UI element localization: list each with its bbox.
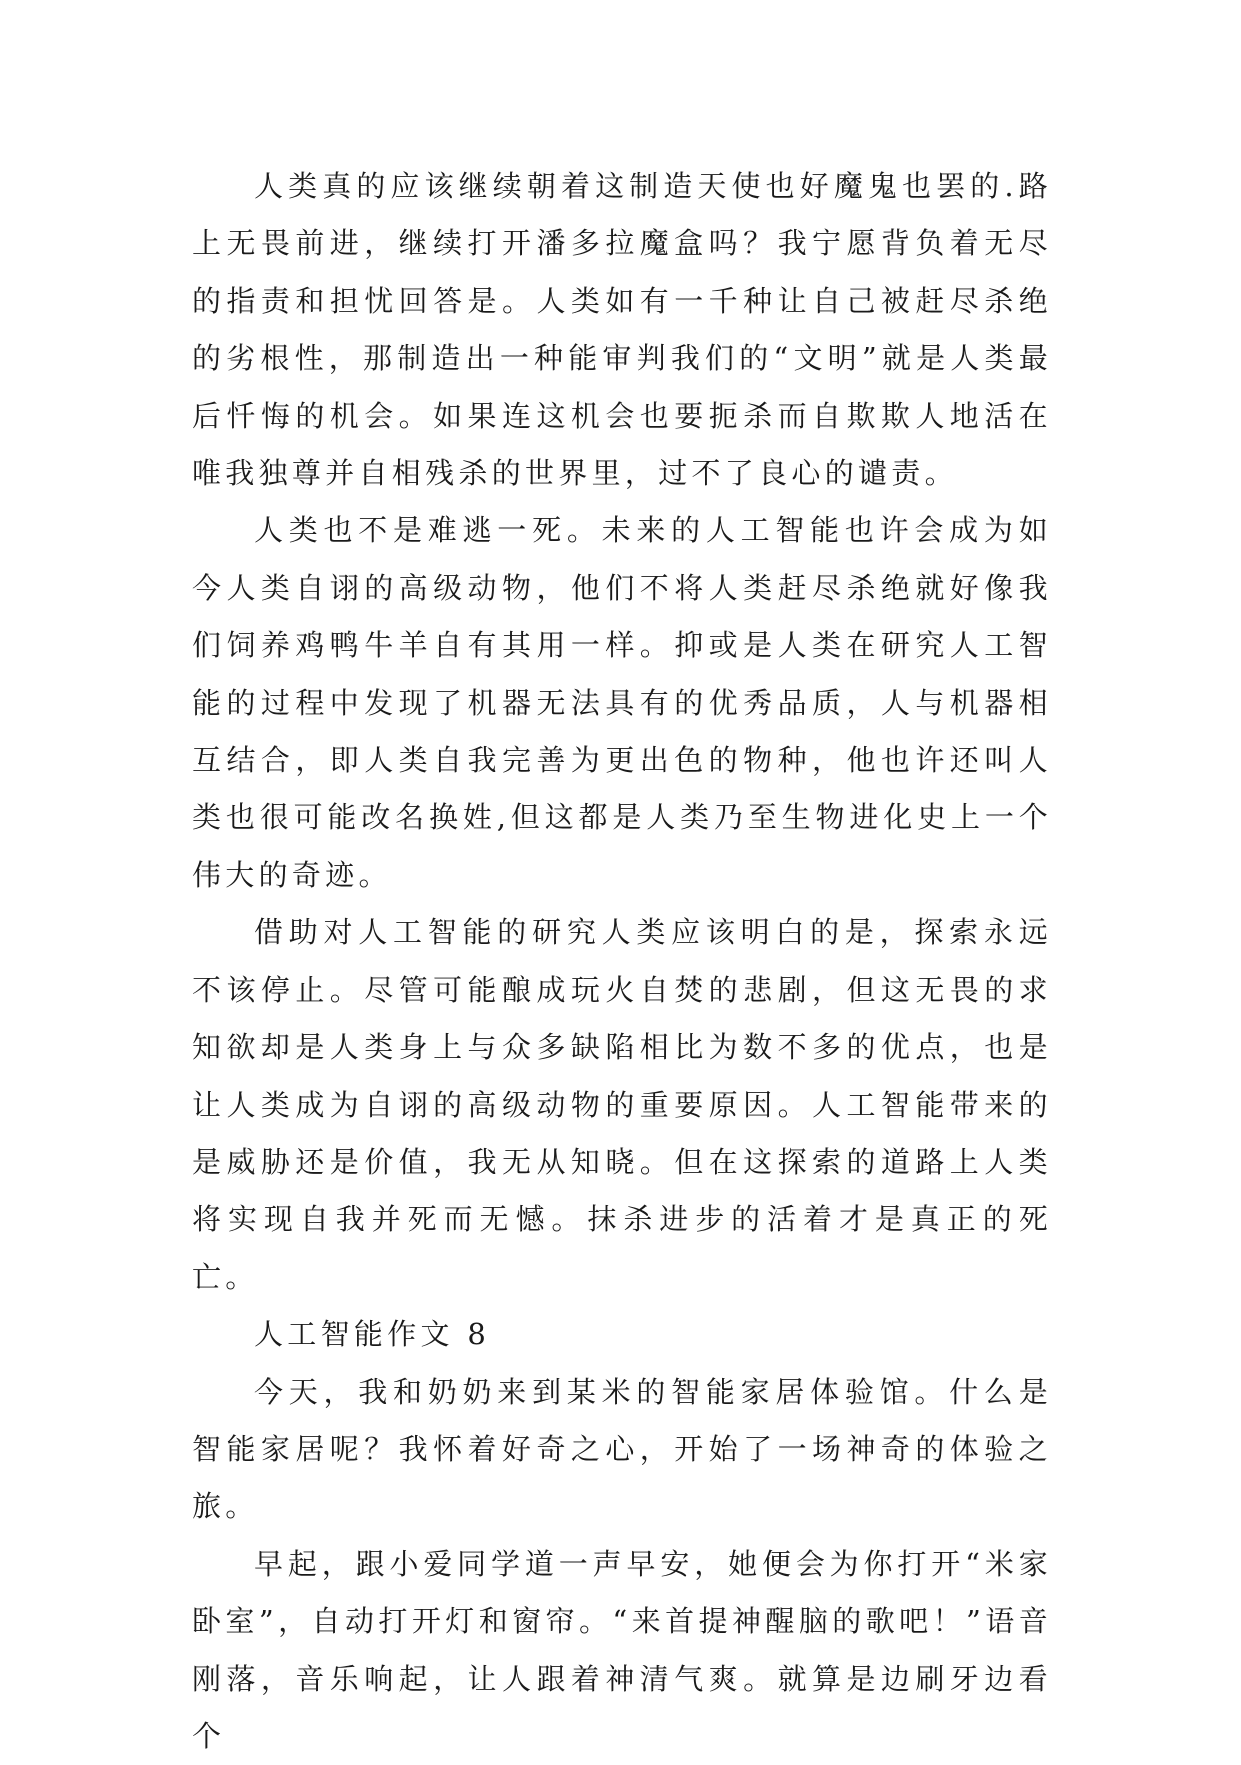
document-page <box>192 158 1052 1765</box>
paragraph-3: 借助对人工智能的研究人类应该明白的是，探索永远不该停止。尽管可能酿成玩火自焚的悲剧，但这无畏的求知欲却是人类身上与众多缺陷相比为数不多的优点，也是让人类成为自诩的高级动物的重要原因。人工智能带来的是威胁还是价值，我无从知晓。但在这探索的道路上人类将实现自我并死而无憾。抹杀进步的活着才是真正的死亡。 <box>192 915 1052 1294</box>
paragraph-1: 人类真的应该继续朝着这制造天使也好魔鬼也罢的.路上无畏前进，继续打开潘多拉魔盒吗？我宁愿背负着无尽的指责和担忧回答是。人类如有一千种让自己被赶尽杀绝的劣根性，那制造出一种能审判我们的“文明”就是人类最后忏悔的机会。如果连这机会也要扼杀而自欺欺人地活在唯我独尊并自相残杀的世界里，过不了良心的谴责。 <box>192 169 1052 491</box>
paragraph-5: 早起，跟小爱同学道一声早安，她便会为你打开“米家卧室”，自动打开灯和窗帘。“来首提神醒脑的歌吧！”语音刚落，音乐响起，让人跟着神清气爽。就算是边刷牙边看个 <box>192 1546 1052 1753</box>
paragraph-4: 今天，我和奶奶来到某米的智能家居体验馆。什么是智能家居呢？我怀着好奇之心，开始了一场神奇的体验之旅。 <box>192 1374 1052 1524</box>
section-title: 人工智能作文 8 <box>254 1317 491 1352</box>
paragraph-2: 人类也不是难逃一死。未来的人工智能也许会成为如今人类自诩的高级动物，他们不将人类赶尽杀绝就好像我们饲养鸡鸭牛羊自有其用一样。抑或是人类在研究人工智能的过程中发现了机器无法具有的优秀品质，人与机器相互结合，即人类自我完善为更出色的物种，他也许还叫人类也很可能改名换姓,但这都是人类乃至生物进化史上一个伟大的奇迹。 <box>192 513 1052 892</box>
